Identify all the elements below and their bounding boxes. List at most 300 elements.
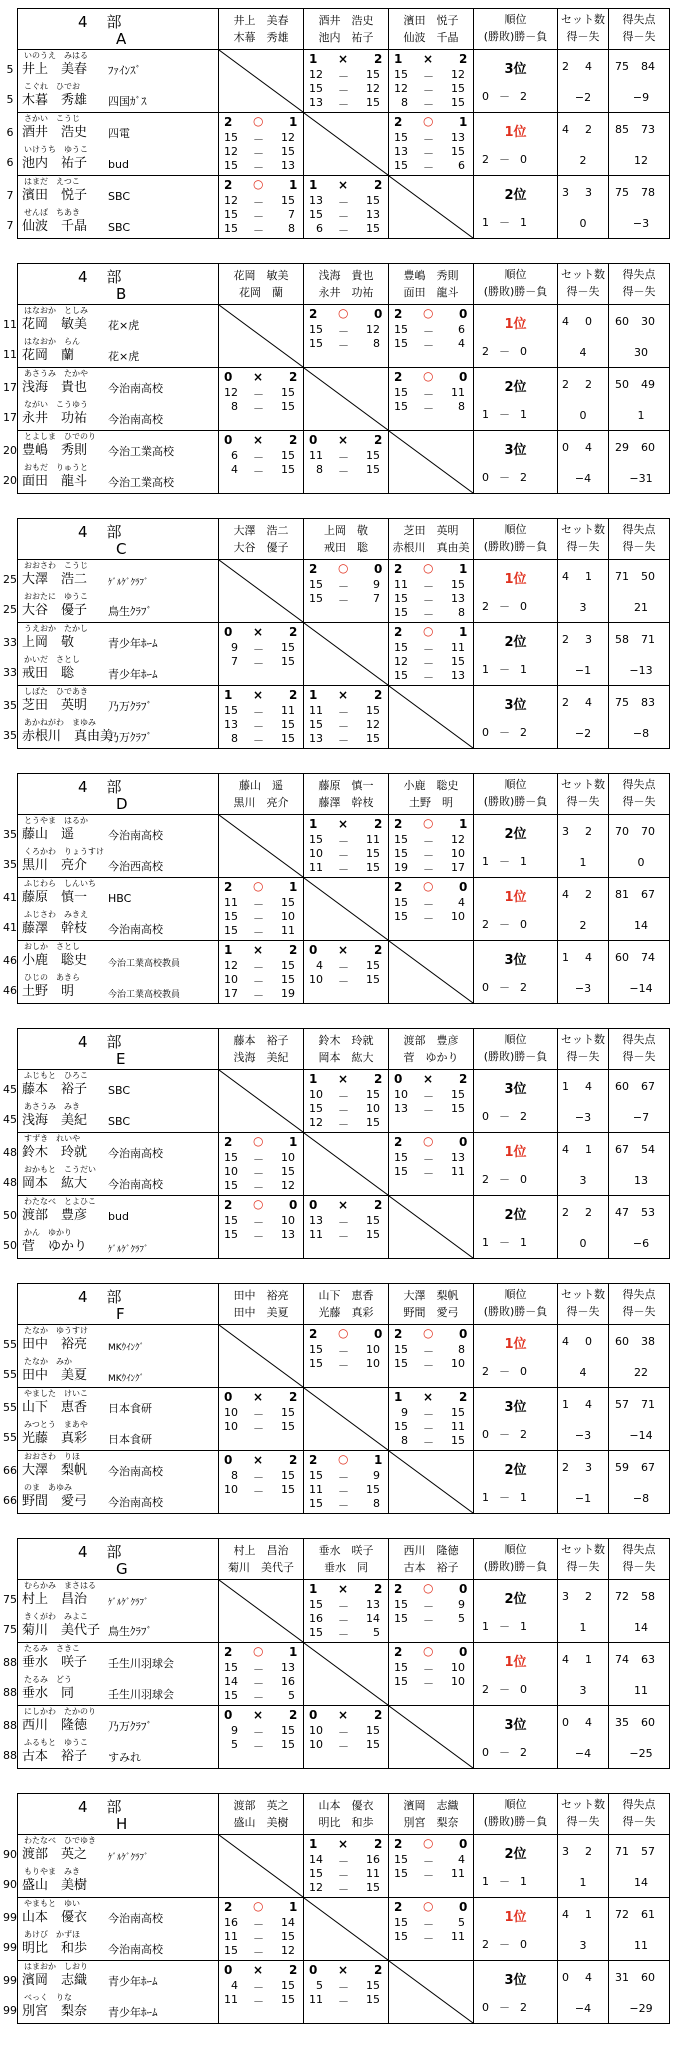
game-points-against: 15	[366, 732, 380, 745]
entry-number: 17	[3, 381, 17, 394]
match-result	[219, 625, 303, 641]
entry-number: 88	[3, 1719, 17, 1732]
diagonal-line	[304, 1643, 388, 1705]
game-points-against: 4	[458, 896, 465, 909]
header-pair	[304, 1794, 389, 1835]
game-score	[219, 1179, 303, 1193]
game-points-for: 15	[309, 208, 323, 221]
match-result	[219, 688, 303, 704]
game-dash: －	[423, 643, 434, 656]
points-header-line: 得失点	[622, 1033, 656, 1046]
set-difference: −4	[574, 1747, 592, 1760]
sets-against: 2	[585, 888, 592, 901]
game-dash: －	[253, 402, 264, 415]
player-reading: のま あゆみ	[24, 1483, 72, 1492]
header-player: 井上 美春	[233, 14, 289, 27]
sets-lost: 1	[289, 1900, 298, 1914]
match-result	[304, 307, 388, 323]
game-score	[389, 1151, 473, 1165]
team-names-box	[18, 941, 218, 1003]
sets-won: 1	[309, 817, 318, 831]
match-cell	[219, 941, 304, 1004]
sets-header-line: 得－失	[566, 795, 600, 808]
rank-header	[474, 774, 558, 815]
sets-won: 0	[224, 1453, 233, 1467]
points-box	[609, 1388, 669, 1450]
record-dash: －	[499, 1173, 510, 1186]
game-points-against: 12	[281, 1179, 295, 1192]
header-pair	[304, 774, 389, 815]
player-reading: とよしま ひでのり	[24, 432, 96, 441]
match-result	[389, 1327, 473, 1343]
match-cell	[304, 431, 389, 494]
game-points-for: 15	[224, 1151, 238, 1164]
game-dash: －	[423, 1869, 434, 1882]
point-difference: −3	[632, 217, 650, 230]
match-result	[389, 1135, 473, 1151]
points-header-line: 得失点	[622, 1798, 656, 1811]
game-score	[219, 1151, 303, 1165]
sets-cell	[558, 1580, 609, 1643]
player-name: 盛山 美樹	[22, 1878, 88, 1893]
sets-won: 2	[224, 1135, 233, 1149]
sets-for: 1	[562, 1398, 569, 1411]
rank-value: 2位	[504, 380, 527, 395]
game-score	[389, 1088, 473, 1102]
match-score	[304, 1580, 388, 1642]
match-score	[304, 941, 388, 1003]
game-points-against: 13	[451, 131, 465, 144]
team-row	[18, 686, 670, 749]
header-pair	[219, 1284, 304, 1325]
header-player: 浅海 貴也	[318, 269, 374, 282]
header-player: 黒川 亮介	[233, 796, 289, 809]
self-match-cell	[304, 1388, 389, 1451]
loss-mark: ×	[253, 1708, 264, 1722]
player-reading: わたなべ ひでゆき	[24, 1836, 96, 1845]
game-points-for: 15	[309, 1343, 323, 1356]
player-reading: ひじの あきら	[24, 973, 80, 982]
game-dash: －	[423, 388, 434, 401]
player-reading: はまだ えつこ	[24, 177, 80, 186]
sets-cell	[558, 50, 609, 113]
match-result	[304, 1582, 388, 1598]
win-loss-record	[482, 1108, 537, 1124]
match-score	[304, 431, 388, 493]
game-score	[219, 463, 303, 477]
game-points-for: 15	[309, 337, 323, 350]
game-dash: －	[338, 196, 349, 209]
game-score	[219, 973, 303, 987]
group-letter: B	[116, 285, 127, 303]
rank-cell	[474, 1706, 558, 1769]
sets-won: 1	[224, 943, 233, 957]
record-dash: －	[499, 1683, 510, 1696]
game-dash: －	[253, 210, 264, 223]
header-pair	[219, 264, 304, 305]
game-score	[389, 1343, 473, 1357]
game-dash: －	[253, 1167, 264, 1180]
record-dash: －	[499, 2001, 510, 2014]
game-points-against: 15	[281, 1930, 295, 1943]
game-dash: －	[423, 1104, 434, 1117]
player-reading: わたなべ とよひこ	[24, 1197, 96, 1206]
game-dash: －	[253, 912, 264, 925]
rank-cell	[474, 1451, 558, 1514]
game-dash: －	[338, 1104, 349, 1117]
game-points-for: 13	[394, 1102, 408, 1115]
match-result	[219, 1708, 303, 1724]
match-score	[389, 368, 473, 430]
player-name: 浅海 貴也	[22, 380, 88, 395]
sets-lost: 1	[289, 880, 298, 894]
game-points-against: 10	[451, 910, 465, 923]
header-pair-names	[304, 1284, 388, 1321]
win-loss-record	[482, 1873, 537, 1889]
team-names-box	[18, 50, 218, 112]
match-blank	[304, 368, 388, 430]
player-club: 乃万ｸﾗﾌﾞ	[108, 731, 152, 744]
header-row	[18, 9, 670, 50]
losses: 1	[520, 1620, 527, 1633]
game-points-against: 13	[366, 208, 380, 221]
diagonal-line	[219, 1835, 303, 1897]
game-points-for: 13	[309, 1214, 323, 1227]
match-cell	[219, 1706, 304, 1769]
player-name: 大澤 浩二	[22, 572, 88, 587]
player-reading: たなか ゆうすけ	[24, 1326, 88, 1335]
game-points-against: 15	[281, 1420, 295, 1433]
match-cell	[389, 1388, 474, 1451]
sets-won: 0	[309, 433, 318, 447]
sets-won: 0	[309, 1708, 318, 1722]
header-player: 渡部 豊彦	[403, 1034, 459, 1047]
game-points-against: 15	[451, 82, 465, 95]
game-dash: －	[338, 465, 349, 478]
points-for: 60	[615, 1335, 629, 1348]
point-difference: −9	[632, 91, 650, 104]
game-points-against: 11	[366, 1867, 380, 1880]
header-pair	[389, 1029, 474, 1070]
game-score	[304, 1116, 388, 1130]
match-cell	[304, 305, 389, 368]
player-reading: やました けいこ	[24, 1389, 88, 1398]
game-dash: －	[253, 1726, 264, 1739]
team-names	[18, 560, 219, 623]
rank-box	[474, 1133, 557, 1195]
game-score	[304, 973, 388, 987]
game-score	[219, 1228, 303, 1242]
game-score	[219, 732, 303, 746]
losses: 0	[520, 1938, 527, 1951]
game-points-for: 8	[231, 400, 238, 413]
rank-value: 1位	[504, 125, 527, 140]
game-points-for: 14	[224, 1675, 238, 1688]
game-points-against: 15	[281, 973, 295, 986]
self-match-cell	[219, 50, 304, 113]
match-score	[389, 1835, 473, 1897]
game-score	[304, 833, 388, 847]
points-against: 54	[641, 1143, 655, 1156]
player-line	[22, 973, 217, 1003]
sets-box	[558, 305, 608, 367]
sets-against: 1	[585, 1653, 592, 1666]
rank-header-line: 順位	[504, 1798, 527, 1811]
header-pair-names	[219, 264, 303, 301]
game-score	[304, 732, 388, 746]
match-result	[219, 1645, 303, 1661]
match-result	[389, 1390, 473, 1406]
points-box	[609, 431, 669, 493]
sets-won: 2	[394, 817, 403, 831]
header-player: 池内 祐子	[318, 31, 374, 44]
match-blank	[304, 1643, 388, 1705]
game-points-against: 10	[281, 1151, 295, 1164]
win-mark: ○	[253, 177, 264, 191]
points-cell	[609, 50, 670, 113]
team-names-box	[18, 1580, 218, 1642]
win-mark: ○	[423, 1644, 434, 1658]
header-pair	[389, 1284, 474, 1325]
entry-number: 75	[3, 1593, 17, 1606]
rank-header-text	[474, 1029, 557, 1065]
sets-lost: 1	[289, 1135, 298, 1149]
points-for: 71	[615, 1845, 629, 1858]
game-points-for: 15	[394, 1151, 408, 1164]
game-score	[219, 400, 303, 414]
match-cell	[389, 50, 474, 113]
sets-against: 4	[585, 1716, 592, 1729]
game-dash: －	[423, 849, 434, 862]
sets-lost: 2	[459, 1390, 468, 1404]
game-dash: －	[338, 863, 349, 876]
win-loss-record	[482, 1426, 537, 1442]
game-dash: －	[423, 84, 434, 97]
header-player: 藤山 遥	[239, 779, 283, 792]
points-for: 59	[615, 1461, 629, 1474]
game-dash: －	[253, 1677, 264, 1690]
header-pair-names	[389, 264, 473, 301]
sets-lost: 2	[374, 1072, 383, 1086]
game-points-for: 5	[231, 1738, 238, 1751]
group-letter: D	[116, 795, 128, 813]
entry-number: 46	[3, 984, 17, 997]
game-score	[219, 1930, 303, 1944]
sets-lost: 0	[374, 562, 383, 576]
player-name: 大澤 梨帆	[22, 1463, 88, 1478]
sets-for: 2	[562, 378, 569, 391]
self-match-cell	[219, 1325, 304, 1388]
sets-for: 2	[562, 696, 569, 709]
losses: 0	[520, 1173, 527, 1186]
sets-cell	[558, 686, 609, 749]
win-mark: ○	[423, 1581, 434, 1595]
rank-cell	[474, 1961, 558, 2024]
sets-against: 4	[585, 951, 592, 964]
header-pair-names	[219, 1284, 303, 1321]
match-blank	[219, 1835, 303, 1897]
player-name: 土野 明	[22, 984, 75, 999]
game-dash: －	[338, 1740, 349, 1753]
game-points-for: 15	[309, 323, 323, 336]
player-reading: あかねがわ まゆみ	[24, 718, 96, 727]
player-club: すみれ	[108, 1751, 141, 1764]
sets-header-text	[558, 1539, 608, 1575]
point-difference: −25	[629, 1747, 653, 1760]
player-line	[22, 1102, 217, 1132]
rank-header	[474, 264, 558, 305]
team-row	[18, 1070, 670, 1133]
game-points-for: 15	[394, 896, 408, 909]
match-score	[389, 1643, 473, 1705]
bracket-table	[17, 773, 670, 1004]
match-blank	[389, 1961, 473, 2023]
player-line	[22, 1452, 217, 1482]
team-names	[18, 941, 219, 1004]
win-loss-record	[482, 853, 537, 869]
match-blank	[304, 113, 388, 175]
game-points-for: 15	[309, 1497, 323, 1510]
rank-value: 3位	[504, 62, 527, 77]
set-difference: 3	[579, 1939, 587, 1952]
win-mark: ○	[423, 816, 434, 830]
match-result	[219, 370, 303, 386]
header-player: 渡部 英之	[233, 1799, 289, 1812]
sets-for: 0	[562, 441, 569, 454]
match-blank	[304, 623, 388, 685]
sets-header	[558, 1284, 609, 1325]
loss-mark: ×	[253, 1453, 264, 1467]
header-pair-names	[389, 1284, 473, 1321]
match-score	[389, 1580, 473, 1642]
sets-won: 0	[309, 1963, 318, 1977]
loss-mark: ×	[338, 433, 349, 447]
game-score	[304, 1102, 388, 1116]
player-name: 芝田 英明	[22, 698, 88, 713]
match-cell	[219, 1388, 304, 1451]
points-cell	[609, 878, 670, 941]
player-line	[22, 561, 217, 591]
self-match-cell	[219, 1070, 304, 1133]
sets-lost: 2	[374, 817, 383, 831]
team-names	[18, 1388, 219, 1451]
match-cell	[389, 623, 474, 686]
match-result	[219, 1135, 303, 1151]
point-difference: −14	[629, 1429, 653, 1442]
game-points-for: 15	[309, 578, 323, 591]
game-points-against: 11	[451, 641, 465, 654]
game-score	[304, 959, 388, 973]
title-cell	[18, 264, 219, 305]
game-dash: －	[253, 161, 264, 174]
match-score	[389, 1070, 473, 1132]
match-result	[304, 178, 388, 194]
points-header-line: 得－失	[622, 1050, 656, 1063]
header-pair-names	[304, 519, 388, 556]
match-result	[389, 880, 473, 896]
game-dash: －	[253, 720, 264, 733]
match-score	[304, 686, 388, 748]
game-score	[389, 400, 473, 414]
bracket-table	[17, 1538, 670, 1769]
game-dash: －	[338, 1883, 349, 1896]
game-dash: －	[338, 734, 349, 747]
game-points-against: 15	[451, 1102, 465, 1115]
record-dash: －	[499, 1620, 510, 1633]
win-loss-record	[482, 151, 537, 167]
record-dash: －	[499, 1236, 510, 1249]
game-dash: －	[253, 1981, 264, 1994]
sets-won: 2	[394, 1645, 403, 1659]
loss-mark: ×	[338, 1837, 349, 1851]
player-name: 野間 愛弓	[22, 1494, 88, 1509]
header-pair-names	[219, 774, 303, 811]
player-club: 壬生川羽球会	[108, 1688, 174, 1701]
game-dash: －	[423, 1614, 434, 1627]
sets-lost: 1	[289, 1645, 298, 1659]
points-cell	[609, 368, 670, 431]
win-loss-record	[482, 214, 537, 230]
match-score	[389, 50, 473, 112]
header-player: 浅海 美紀	[233, 1051, 289, 1064]
sets-won: 0	[224, 433, 233, 447]
match-result	[389, 115, 473, 131]
point-difference: −13	[629, 664, 653, 677]
sets-lost: 1	[374, 1453, 383, 1467]
sets-cell	[558, 878, 609, 941]
sets-for: 2	[562, 1461, 569, 1474]
rank-box	[474, 1451, 557, 1513]
game-points-for: 15	[309, 82, 323, 95]
player-reading: はまおか しおり	[24, 1962, 88, 1971]
team-row	[18, 1643, 670, 1706]
points-for: 29	[615, 441, 629, 454]
header-player: 花岡 蘭	[239, 286, 283, 299]
game-score	[389, 1675, 473, 1689]
team-names	[18, 878, 219, 941]
sets-header-line: セット数	[561, 1798, 605, 1811]
game-points-for: 15	[394, 910, 408, 923]
sets-cell	[558, 1835, 609, 1898]
game-dash: －	[253, 451, 264, 464]
entry-number: 48	[3, 1176, 17, 1189]
sets-for: 3	[562, 825, 569, 838]
match-cell	[304, 686, 389, 749]
game-score	[219, 1214, 303, 1228]
record-dash: －	[499, 600, 510, 613]
diagonal-line	[304, 1388, 388, 1450]
diagonal-line	[304, 878, 388, 940]
player-name: 山本 優衣	[22, 1910, 88, 1925]
points-header-text	[609, 264, 669, 300]
sets-cell	[558, 1133, 609, 1196]
player-line	[22, 687, 217, 717]
game-points-for: 10	[224, 1165, 238, 1178]
header-pair	[304, 9, 389, 50]
group-title	[18, 774, 218, 814]
game-dash: －	[253, 734, 264, 747]
group-letter: F	[116, 1305, 125, 1323]
sets-won: 1	[224, 688, 233, 702]
player-name: 村上 昌治	[22, 1592, 88, 1607]
game-score	[219, 987, 303, 1001]
loss-mark: ×	[253, 433, 264, 447]
losses: 0	[520, 1365, 527, 1378]
header-player: 赤根川 真由美	[392, 541, 470, 554]
rank-box	[474, 1643, 557, 1705]
team-row	[18, 1451, 670, 1514]
game-points-for: 15	[394, 337, 408, 350]
